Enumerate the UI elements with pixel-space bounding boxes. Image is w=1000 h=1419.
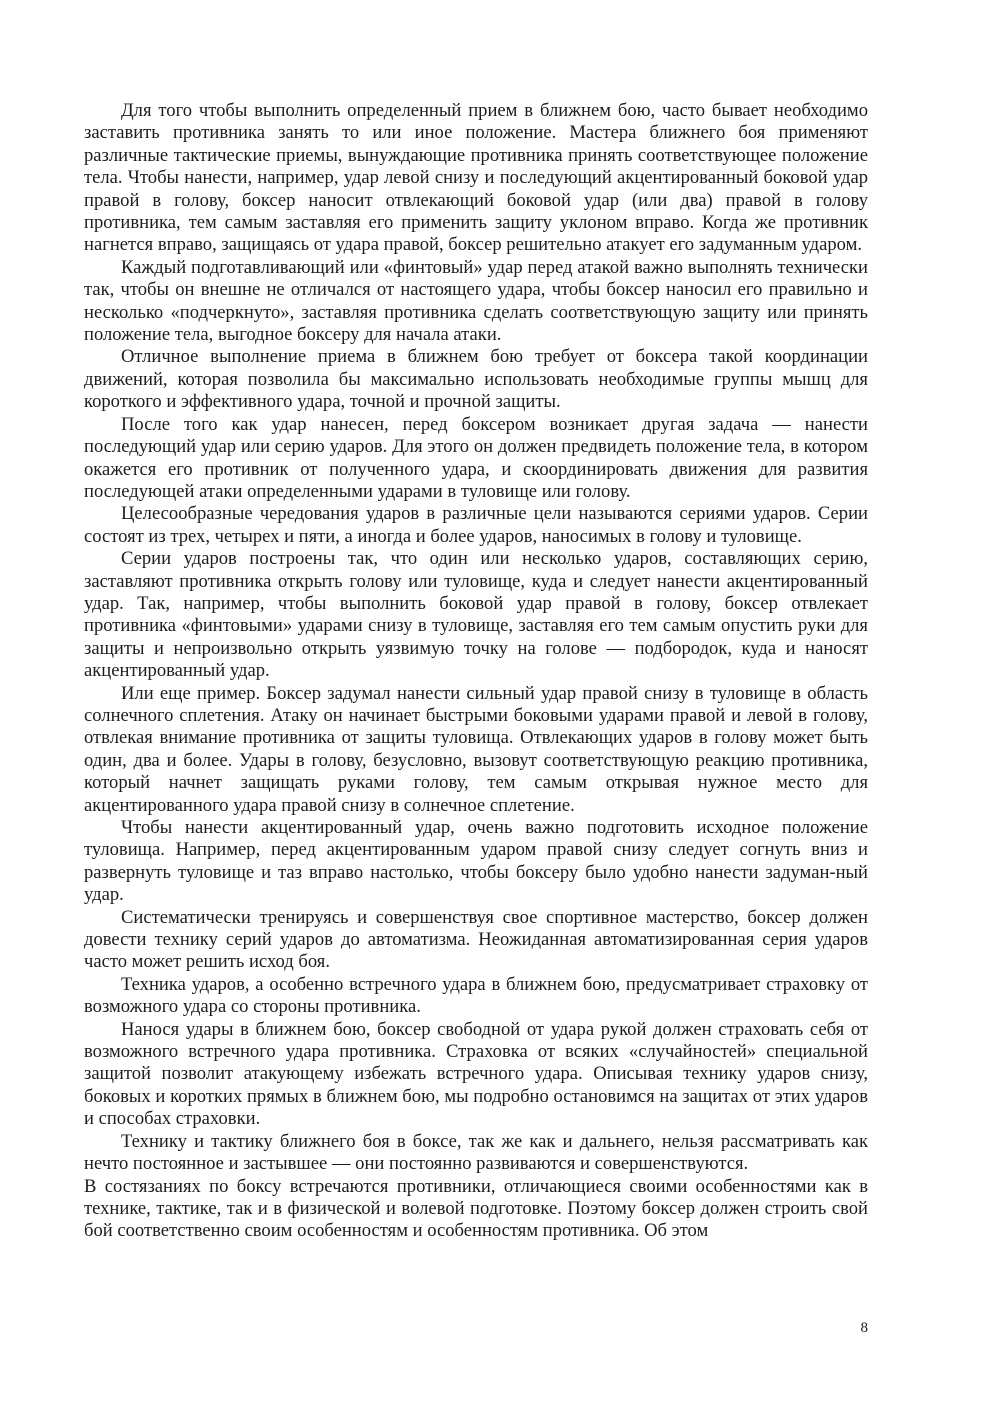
paragraph-3: Отличное выполнение приема в ближнем бою требует от боксера такой координации движений, которая позволила бы максимально использовать необходимые группы мышц для короткого и эффективного удара, точной и прочной защиты.: [84, 346, 868, 413]
paragraph-6: Серии ударов построены так, что один или несколько ударов, составляющих серию, заставляют противника открыть голову или туловище, куда и следует нанести акцентированный удар. Так, например, чтобы выполнить боковой удар правой в голову, боксер отвлекает противника «финтовыми» ударами снизу в туловище, заставляя его тем самым опустить руки для защиты и непроизвольно открыть уязвимую точку на голове — подбородок, куда и наносят акцентированный удар.: [84, 548, 868, 682]
paragraph-2: Каждый подготавливающий или «финтовый» удар перед атакой важно выполнять технически так, чтобы он внешне не отличался от настоящего удара, чтобы боксер наносил его правильно и несколько «подчеркнуто», заставляя противника сделать соответствующую защиту или принять положение тела, выгодное боксеру для начала атаки.: [84, 256, 868, 346]
paragraph-4: После того как удар нанесен, перед боксером возникает другая задача — нанести последующий удар или серию ударов. Для этого он должен предвидеть положение тела, в котором окажется его противник от полученного удара, и скоординировать движения для развития последующей атаки определенными ударами в туловище или голову.: [84, 413, 868, 502]
paragraph-12: Технику и тактику ближнего боя в боксе, так же как и дальнего, нельзя рассматривать как нечто постоянное и застывшее — они постоянно развиваются и совершенствуются.: [84, 1130, 868, 1175]
paragraph-8: Чтобы нанести акцентированный удар, очень важно подготовить исходное положение туловища. Например, перед акцентированным ударом правой снизу следует согнуть вниз и развернуть туловище и таз вправо настолько, чтобы боксеру было удобно нанести задуман-ный удар.: [84, 817, 868, 906]
paragraph-5: Целесообразные чередования ударов в различные цели называются сериями ударов. Серии состоят из трех, четырех и пяти, а иногда и более ударов, наносимых в голову и туловище.: [84, 503, 868, 547]
paragraph-10: Техника ударов, а особенно встречного удара в ближнем бою, предусматривает страховку от возможного удара со стороны противника.: [84, 973, 868, 1018]
paragraph-1: Для того чтобы выполнить определенный прием в ближнем бою, часто бывает необходимо заставить противника занять то или иное положение. Мастера ближнего боя применяют различные тактические приемы, вынуждающие противника принять соответствующее положение тела. Чтобы нанести, например, удар левой снизу и последующий акцентированный боковой удар правой в голову, боксер наносит отвлекающий боковой удар (или два) правой в голову противника, тем самым заставляя его применить защиту уклоном вправо. Когда же противник нагнется вправо, защищаясь от удара правой, боксер решительно атакует его задуманным ударом.: [84, 100, 868, 256]
paragraph-13: В состязаниях по боксу встречаются противники, отличающиеся своими особенностями как в технике, тактике, так и в физической и волевой подготовке. Поэтому боксер должен строить свой бой соответственно своим особенностям и особенностям противника. Об этом: [84, 1175, 868, 1242]
paragraph-9: Систематически тренируясь и совершенствуя свое спортивное мастерство, боксер должен довести технику серий ударов до автоматизма. Неожиданная автоматизированная серия ударов часто может решить исход боя.: [84, 906, 868, 973]
page-number: 8: [860, 1320, 868, 1336]
paragraph-7: Или еще пример. Боксер задумал нанести сильный удар правой снизу в туловище в область солнечного сплетения. Атаку он начинает быстрыми боковыми ударами правой и левой в голову, отвлекая внимание противника от защиты туловища. Отвлекающих ударов в голову может быть один, два и более. Удары в голову, безусловно, вызовут соответствующую реакцию противника, который начнет защищать руками голову, тем самым открывая нужное место для акцентированного удара правой снизу в солнечное сплетение.: [84, 682, 868, 816]
paragraph-11: Нанося удары в ближнем бою, боксер свободной от удара рукой должен страховать себя от возможного встречного удара противника. Страховка от всяких «случайностей» специальной защитой позволит атакующему избежать встречного удара. Описывая технику ударов снизу, боковых и коротких прямых в ближнем бою, мы подробно остановимся на защитах от этих ударов и способах страховки.: [84, 1018, 868, 1130]
page-body: [84, 100, 868, 1243]
